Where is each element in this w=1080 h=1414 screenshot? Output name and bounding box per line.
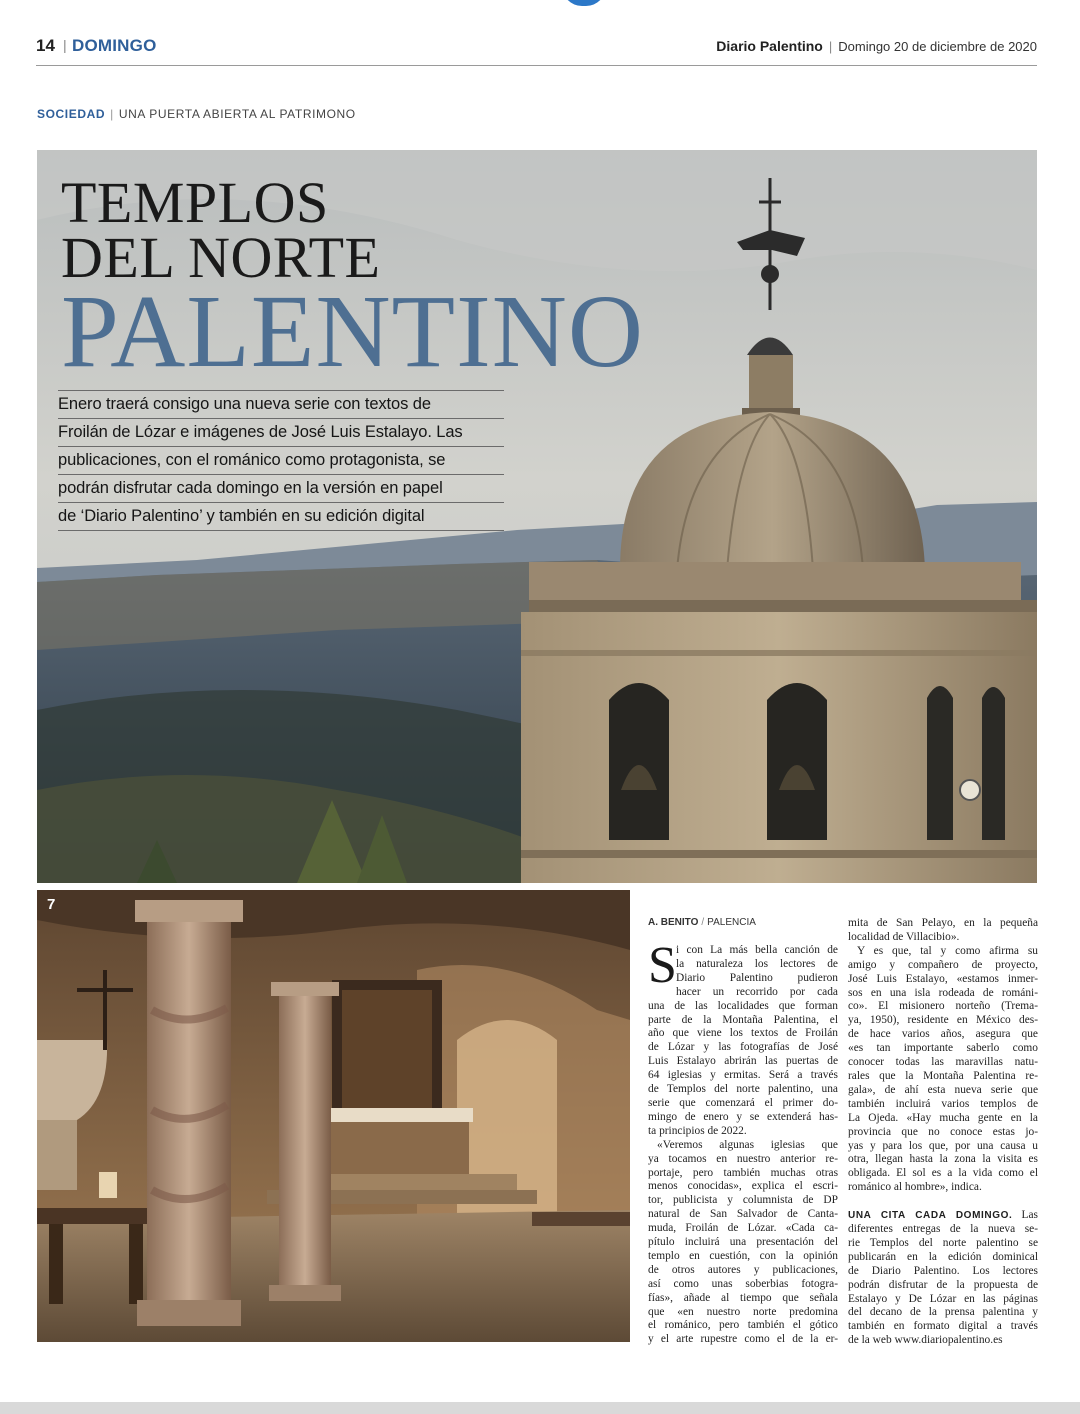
newspaper-name: Diario Palentino: [716, 38, 823, 54]
kicker-topic: UNA PUERTA ABIERTA AL PATRIMONO: [118, 107, 356, 121]
article-line: podrán disfrutar de la propuesta de: [848, 1278, 1038, 1291]
deck-line: publicaciones, con el románico como protagonista, se: [58, 447, 504, 475]
article-line: serie que comenzará el primer do-: [648, 1096, 838, 1109]
headline-line-2: DEL NORTE: [61, 225, 381, 290]
article-line: ya, 1950), residente en México des-: [848, 1014, 1038, 1027]
article-line: una de las localidades que forman: [648, 999, 838, 1012]
page-section: DOMINGO: [72, 36, 157, 55]
article-line: ya tocamos en nuestro anterior re-: [648, 1152, 838, 1165]
byline-separator: /: [701, 917, 705, 928]
article-line: yas y para los que, por una causa u: [848, 1139, 1038, 1152]
header-separator: |: [63, 37, 67, 53]
article-line: de Templos del norte palentino, una: [648, 1083, 838, 1096]
church-interior-photo: [37, 890, 630, 1342]
article-line: provincia que no conoce estas jo-: [848, 1125, 1038, 1138]
article-line: Luis Estalayo abrirán las puertas de: [648, 1055, 838, 1068]
article-line: i con La más bella canción de: [676, 944, 838, 956]
page-number: 14: [36, 36, 55, 55]
article-line: y el arte rupestre como el de la er-: [648, 1333, 838, 1346]
article-line: otra, llegan hasta la zona la visita es: [848, 1153, 1038, 1166]
article-line: que «en nuestro norte predomina: [648, 1305, 838, 1318]
article-line: Estalayo y De Lózar en las páginas: [848, 1292, 1038, 1305]
kicker-section: SOCIEDAD: [37, 107, 106, 121]
article-line: hacer un recorrido por cada: [676, 985, 838, 998]
deck-line: Enero traerá consigo una nueva serie con textos de: [58, 390, 504, 419]
header-right: [716, 38, 1037, 54]
article-line: mingo de enero y se extenderá has-: [648, 1110, 838, 1123]
article-line: La Ojeda. «Hay mucha gente en la: [848, 1111, 1038, 1124]
article-column-1: [648, 937, 838, 1347]
byline: [648, 917, 756, 928]
article-line: José Luis Estalayo, «estamos inmer-: [848, 972, 1038, 985]
deck-line: de ‘Diario Palentino’ y también en su edición digital: [58, 503, 504, 531]
article-line: parte de la Montaña Palentina, el: [648, 1013, 838, 1026]
top-blue-arc: [562, 0, 606, 6]
article-line: conocer todas las maravillas natu-: [848, 1056, 1038, 1069]
photo-number: 7: [47, 896, 56, 913]
article-line: natural de San Salvador de Canta-: [648, 1208, 838, 1221]
issue-date: Domingo 20 de diciembre de 2020: [838, 39, 1037, 54]
page-header: [36, 36, 1037, 66]
article-line: de otros autores y publicaciones,: [648, 1263, 838, 1276]
article-line: de Lózar y las fotografías de José: [648, 1041, 838, 1054]
article-line: co». El misionero norteño (Trema-: [848, 1000, 1038, 1013]
article-line: del decano de la prensa palentina y: [848, 1306, 1038, 1319]
subhead-line: [848, 1209, 1038, 1223]
article-line: «es tan importante saberlo como: [848, 1042, 1038, 1055]
header-right-separator: |: [828, 39, 833, 54]
headline-line-3: PALENTINO: [61, 274, 644, 389]
article-line: románico al hombre», indica.: [848, 1181, 982, 1194]
article-line: de la web www.diariopalentino.es: [848, 1334, 1003, 1347]
article-line: gala», de ahí esta nueva serie que: [848, 1083, 1038, 1096]
article-line: diferentes entregas de la nueva se-: [848, 1223, 1038, 1236]
interior-photo-graphic: [37, 890, 630, 1342]
article-line: «Veremos algunas iglesias que: [657, 1138, 838, 1151]
byline-place: PALENCIA: [707, 917, 756, 928]
article-line: fías», añade al tiempo que señala: [648, 1291, 838, 1304]
article-line: muda, Froilán de Lózar. «Cada ca-: [648, 1222, 838, 1235]
hero-photo: [37, 150, 1037, 883]
deck-line: podrán disfrutar cada domingo en la versión en papel: [58, 475, 504, 503]
article-line: rales que la Montaña Palentina re-: [848, 1069, 1038, 1082]
article-line: Y es que, tal y como afirma su: [857, 944, 1038, 957]
drop-cap: S: [648, 937, 677, 994]
kicker-separator: |: [110, 107, 114, 121]
article-line: 64 iglesias y ermitas. Será a través: [648, 1069, 838, 1082]
article-line: sos en una isla rodeada de románi-: [848, 986, 1038, 999]
article-line: pítulo incluirá una presentación del: [648, 1236, 838, 1249]
article-line: templo en cuestión, con la opinión: [648, 1249, 838, 1262]
article-line: la naturaleza los lectores de: [676, 957, 838, 970]
article-line: mita de San Pelayo, en la pequeña: [848, 917, 1038, 929]
article-line: el románico, pero también el gótico: [648, 1319, 838, 1332]
article-line: ta principios de 2022.: [648, 1124, 747, 1137]
article-line: rie Templos del norte palentino se: [848, 1236, 1038, 1249]
article-line: de Diario Palentino. Los lectores: [848, 1264, 1038, 1277]
paragraph-gap: [848, 1195, 1038, 1209]
article-line: portaje, pero también muchas otras: [648, 1166, 838, 1179]
section-kicker: [37, 107, 356, 121]
article-line: también incluirá varios templos de: [848, 1097, 1038, 1110]
article-line: año que viene los textos de Froilán: [648, 1027, 838, 1040]
article-line: localidad de Villacibio».: [848, 930, 960, 943]
deck-line: Froilán de Lózar e imágenes de José Luis Estalayo. Las: [58, 419, 504, 447]
article-line: Diario Palentino pudieron: [676, 971, 838, 984]
article-line: obligada. El sol es a la vida como el: [848, 1167, 1038, 1180]
byline-author: A. BENITO: [648, 917, 699, 928]
headline-line-1: TEMPLOS: [61, 170, 329, 235]
article-line: también en formato digital a través: [848, 1320, 1038, 1333]
article-deck: [58, 390, 504, 531]
article-column-2: [848, 917, 1038, 1348]
article-line: publicarán en la edición dominical: [848, 1250, 1038, 1263]
subhead: UNA CITA CADA DOMINGO.: [848, 1210, 1013, 1222]
article-line: así como unas soberbias fotogra-: [648, 1277, 838, 1290]
bottom-bar: [0, 1402, 1080, 1414]
subhead-rest: Las: [1012, 1209, 1038, 1222]
article-line: menos conocidas», explica el escri-: [648, 1180, 838, 1193]
article-line: tor, publicista y columnista de DP: [648, 1194, 838, 1207]
article-line: de hace varios años, asegura que: [848, 1028, 1038, 1041]
article-line: amigo y compañero de proyecto,: [848, 958, 1038, 971]
